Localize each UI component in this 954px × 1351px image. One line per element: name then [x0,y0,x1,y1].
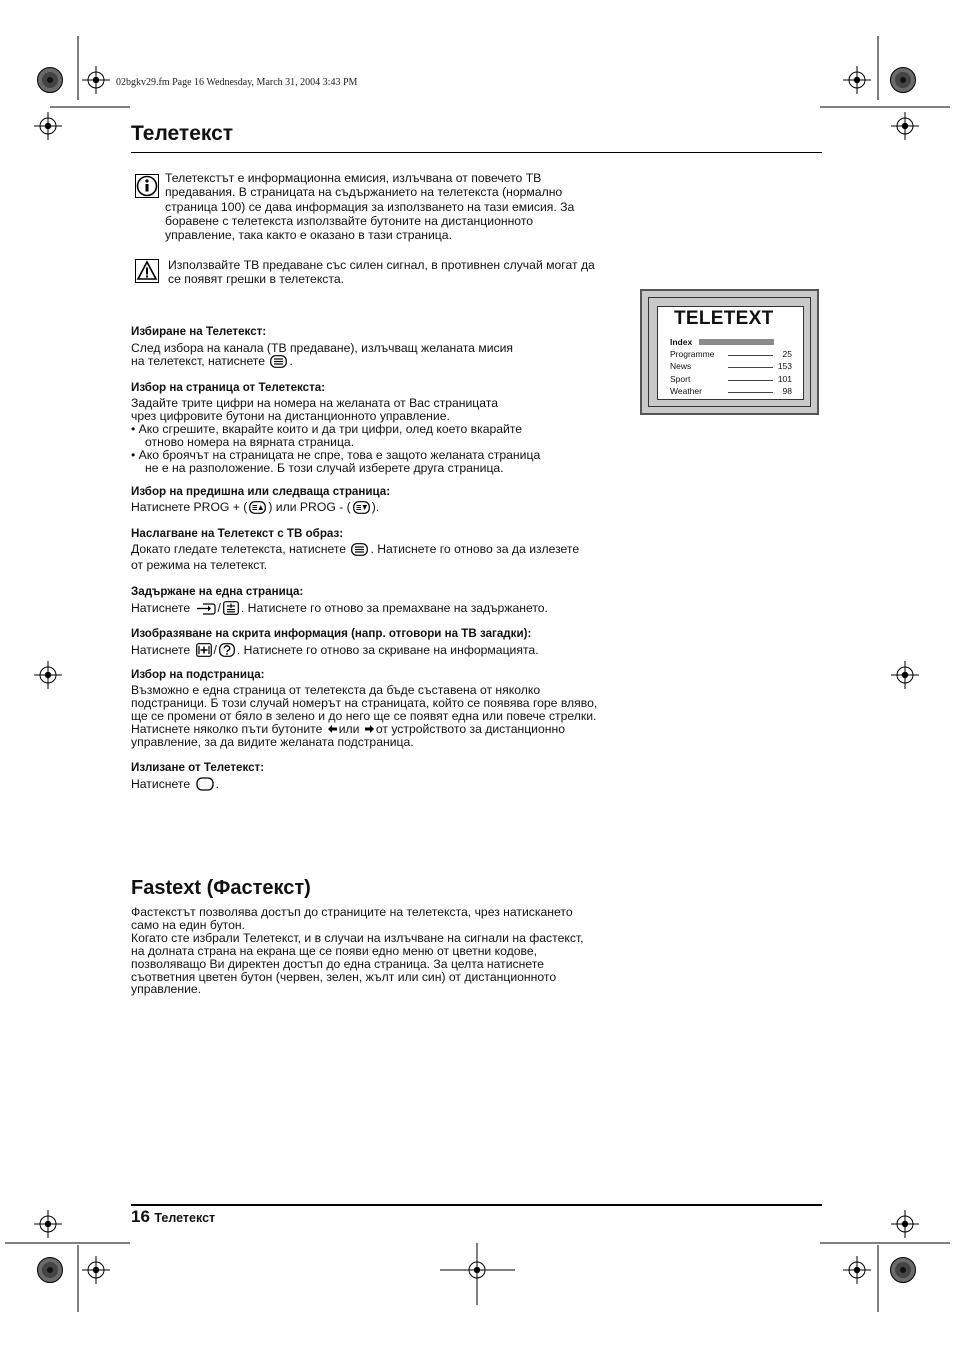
info-note-line: страница 100) се дава информация за използването на тази емисия. За [165,199,575,214]
body-text: . Натиснете го отново за да излезете [370,542,580,556]
section-body-select [131,342,513,371]
page-title: Телетекст [131,122,234,145]
page-down-icon [353,501,370,517]
section-heading-hold: Задържане на една страница: [131,585,304,598]
teletext-index-bar [699,339,774,345]
teletext-screen-row [670,386,792,396]
bullet-line: • Ако сгрешите, вкарайте които и да три цифри, олед което вкарайте [131,422,523,436]
body-text: Докато гледате телетекста, натиснете [131,542,347,556]
teletext-row-leader [728,367,773,368]
body-line [131,643,539,660]
bullet-line: • Ако броячът на страницата не спре, това е защото желаната страница [131,448,541,462]
info-icon [135,174,159,203]
reveal-plus-icon [196,643,212,660]
fastext-line: на долната страна на екрана ще се появи едно меню от цветни кодове, [131,943,537,958]
hold-page-icon [223,601,239,618]
body-text: Натиснете PROG + ( [131,500,248,514]
section-body-subpage [131,684,597,749]
teletext-screen-row [670,361,792,371]
teletext-row-value: 153 [777,361,792,371]
teletext-row-leader [728,380,773,381]
warning-note [168,258,595,287]
teletext-screen [657,306,804,400]
tv-exit-button-icon [196,777,214,794]
teletext-row-value: 25 [782,349,792,359]
body-text: от устройството за дистанционно [375,722,566,736]
body-line: чрез цифровите бутони на дистанционното управление. [131,409,450,423]
title-rule [131,152,822,153]
teletext-button-icon [270,355,287,371]
body-text: . [289,354,293,368]
body-text: Натиснете [131,601,191,615]
teletext-row-value: 101 [777,374,792,384]
body-line [131,355,513,371]
section-heading-prevnext: Избор на предишна или следваща страница: [131,485,391,498]
reveal-question-icon [219,643,235,660]
footer-rule [131,1204,822,1206]
section-heading-page: Избор на страница от Телетекста: [131,381,326,394]
body-line: подстраници. Б този случай номерът на страницата, който се появява горе вляво, [131,696,598,710]
fastext-body [131,906,584,996]
body-text: Натиснете [131,643,191,657]
body-line: Възможно е една страница от телетекста да бъде съставена от няколко [131,683,541,697]
page-footer [131,1207,215,1227]
body-text: Натиснете [131,777,191,791]
bullet-continuation: отново номера на вярната страница. [145,435,355,449]
print-header: 02bgkv29.fm Page 16 Wednesday, March 31, 2004 3:43 PM [116,77,358,88]
body-line: Задайте трите цифри на номера на желаната от Вас страницата [131,396,499,410]
info-note-line: боравене с телетекста използвайте бутоните на дистанционното [165,213,534,228]
body-text: . Натиснете го отново за скриване на информацията. [236,643,539,657]
fastext-line: управление. [131,982,202,997]
section-heading-reveal: Изобразяване на скрита информация (напр. отговори на ТВ загадки): [131,627,532,640]
hold-arrow-icon [196,602,216,618]
fastext-line: Когато сте избрали Телетекст, и в случаи на излъчване на сигнали на фастекст, [131,930,584,945]
section-heading-subpage: Избор на подстраница: [131,668,265,681]
body-text: . Натиснете го отново за премахване на задържането. [240,601,548,615]
section-heading-exit: Излизане от Телетекст: [131,761,265,774]
teletext-button-icon [351,543,368,559]
fastext-line: Фастекстът позволява достъп до страниците на телетекста, чрез натискането [131,905,573,919]
section-body-exit [131,777,219,794]
body-text: Натиснете няколко пъти бутоните [131,722,323,736]
fastext-line: съответния цветен бутон (червен, зелен, жълт или син) от дистанционното [131,969,557,984]
teletext-row-label: Programme [670,349,715,359]
teletext-row-leader [728,392,773,393]
footer-label: Телетекст [154,1211,216,1225]
section-heading-overlay: Наслагване на Телетекст с ТВ образ: [131,527,344,540]
section-body-prevnext [131,501,379,517]
section-body-reveal [131,643,539,660]
body-line [131,777,219,794]
warning-note-line: Използвайте ТВ предаване със силен сигнал, в противнен случай могат да [168,258,595,272]
section-heading-select: Избиране на Телетекст: [131,325,267,338]
body-text: ). [371,500,380,514]
body-line [131,543,579,559]
body-text: на телетекст, натиснете [131,354,266,368]
body-text: . [215,777,219,791]
body-line: управление, за да видите желаната подстраница. [131,735,414,749]
info-note-line: управление, така както е оказано в тази страница. [165,228,452,243]
teletext-row-label: News [670,361,692,371]
teletext-row-label: Weather [670,386,702,396]
teletext-screen-row [670,337,792,347]
info-note-line: Телетекстът е информационна емисия, излъчвана от повечето ТВ [165,171,542,185]
section-body-page [131,397,540,475]
teletext-row-label: Sport [670,374,691,384]
body-line: След избора на канала (ТВ предаване), излъчващ желаната мисия [131,341,514,355]
body-line: ще се промени от бяло в зелено и до него ще се появят една или повече стрелки. [131,709,597,723]
page-up-icon [249,501,266,517]
fastext-line: само на един бутон. [131,917,246,932]
page-number: 16 [131,1207,150,1226]
body-line: от режима на телетекст. [131,558,267,572]
teletext-screen-row [670,349,792,359]
body-line [131,501,379,517]
teletext-row-label: Index [670,337,693,347]
teletext-row-leader [728,355,773,356]
body-text: или [338,722,360,736]
teletext-screen-title: TELETEXT [674,308,774,329]
section-body-hold [131,601,548,618]
body-text: ) или PROG - ( [268,500,351,514]
warning-icon [135,259,159,288]
bullet-continuation: не е на разположение. Б този случай изберете друга страница. [145,461,504,475]
info-note [165,171,574,242]
teletext-screen-illustration [640,289,819,415]
teletext-row-value: 98 [782,386,792,396]
teletext-screen-row [670,374,792,384]
info-note-line: предавания. В страницата на съдържанието на телетекста (нормално [165,185,563,200]
fastext-line: позволяващо Ви директен достъп до една страница. За целта натиснете [131,956,544,971]
warning-note-line: се появят грешки в телетекста. [168,272,345,287]
body-text: / [213,643,217,657]
fastext-title: Fastext (Фастекст) [131,877,311,899]
body-text: / [217,601,221,615]
section-body-overlay [131,543,579,572]
body-line [131,601,548,618]
